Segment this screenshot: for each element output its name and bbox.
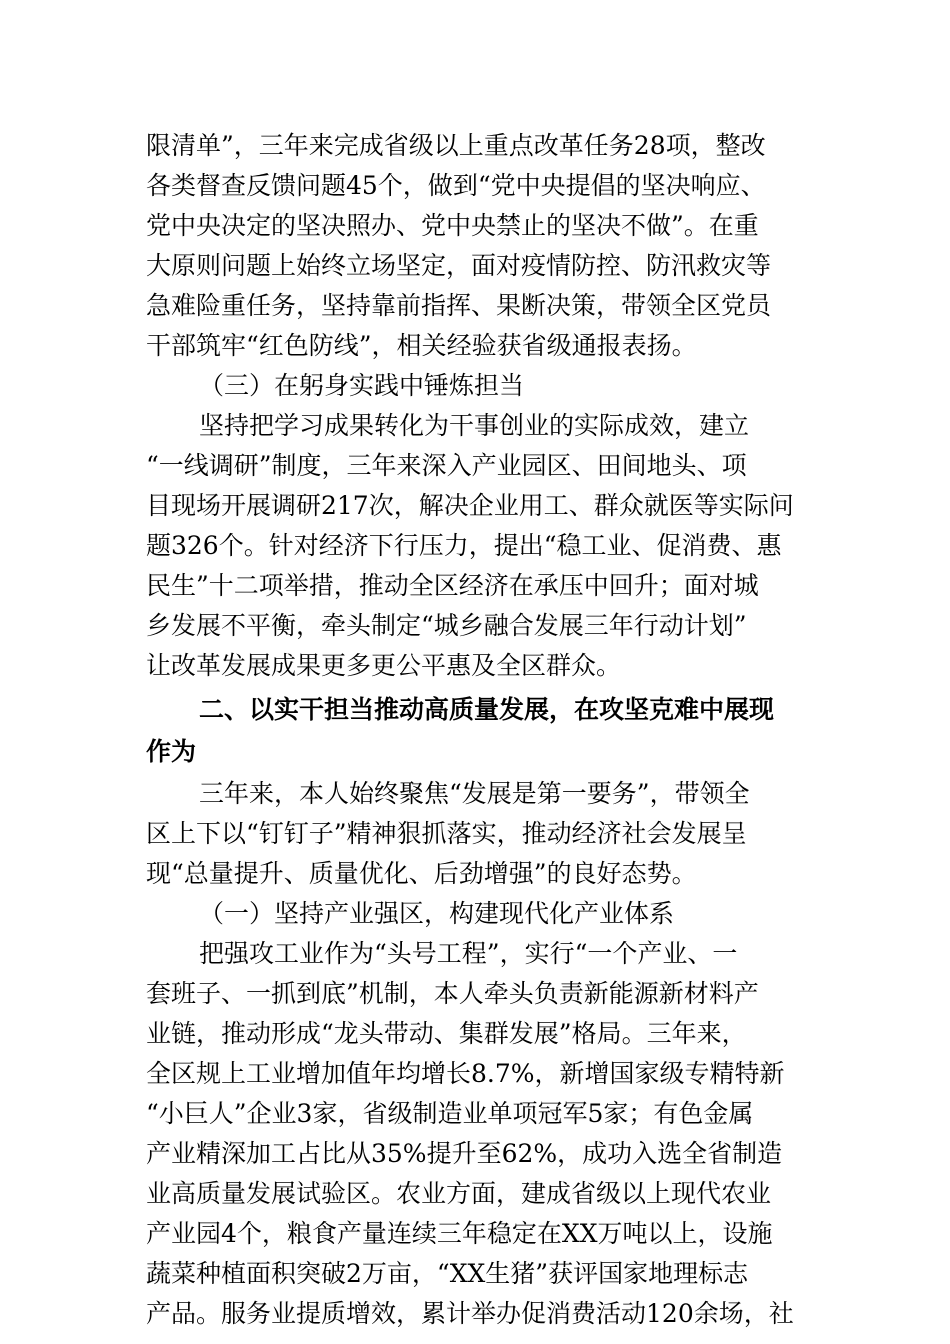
- text-line: 三年来，本人始终聚焦“发展是第一要务”，带领全: [199, 779, 750, 808]
- text-line: 民生”十二项举措，推动全区经济在承压中回升；面对城: [146, 571, 759, 600]
- text-line: 题326个。针对经济下行压力，提出“稳工业、促消费、惠: [146, 531, 782, 560]
- text-line: 区上下以“钉钉子”精神狠抓落实，推动经济社会发展呈: [146, 819, 747, 848]
- text-line: 大原则问题上始终立场坚定，面对疫情防控、防汛救灾等: [146, 251, 772, 280]
- text-line: 产业园4个，粮食产量连续三年稳定在XX万吨以上，设施: [146, 1219, 773, 1248]
- text-line: 乡发展不平衡，牵头制定“城乡融合发展三年行动计划”: [146, 611, 747, 640]
- text-line: 干部筑牢“红色防线”，相关经验获省级通报表扬。: [146, 331, 697, 360]
- text-line: 产业精深加工占比从35%提升至62%，成功入选全省制造: [146, 1139, 783, 1168]
- text-line: 限清单”，三年来完成省级以上重点改革任务28项，整改: [146, 131, 766, 160]
- text-line: 党中央决定的坚决照办、党中央禁止的坚决不做”。在重: [146, 211, 759, 240]
- text-line: 各类督查反馈问题45个，做到“党中央提倡的坚决响应、: [146, 171, 766, 200]
- text-line: 全区规上工业增加值年均增长8.7%，新增国家级专精特新: [146, 1059, 785, 1088]
- text-line: 业高质量发展试验区。农业方面，建成省级以上现代农业: [146, 1179, 772, 1208]
- text-line: 蔬菜种植面积突破2万亩，“XX生猪”获评国家地理标志: [146, 1259, 749, 1288]
- text-line: 产品。服务业提质增效，累计举办促消费活动120余场，社: [146, 1299, 794, 1328]
- text-line: 业链，推动形成“龙头带动、集群发展”格局。三年来，: [146, 1019, 747, 1048]
- section-heading: （一）坚持产业强区，构建现代化产业体系: [199, 899, 675, 928]
- chapter-heading: 二、以实干担当推动高质量发展，在攻坚克难中展现: [199, 695, 775, 724]
- text-line: 现“总量提升、质量优化、后劲增强”的良好态势。: [146, 859, 697, 888]
- text-line: 把强攻工业作为“头号工程”，实行“一个产业、一: [199, 939, 738, 968]
- chapter-heading: 作为: [146, 737, 197, 766]
- section-heading: （三）在躬身实践中锤炼担当: [199, 371, 525, 400]
- text-line: 目现场开展调研217次，解决企业用工、群众就医等实际问: [146, 491, 794, 520]
- text-line: “一线调研”制度，三年来深入产业园区、田间地头、项: [146, 451, 747, 480]
- text-line: 让改革发展成果更多更公平惠及全区群众。: [146, 651, 622, 680]
- text-line: 坚持把学习成果转化为干事创业的实际成效，建立: [199, 411, 750, 440]
- text-line: 急难险重任务，坚持靠前指挥、果断决策，带领全区党员: [146, 291, 772, 320]
- text-line: 套班子、一抓到底”机制，本人牵头负责新能源新材料产: [146, 979, 759, 1008]
- text-line: “小巨人”企业3家，省级制造业单项冠军5家；有色金属: [146, 1099, 754, 1128]
